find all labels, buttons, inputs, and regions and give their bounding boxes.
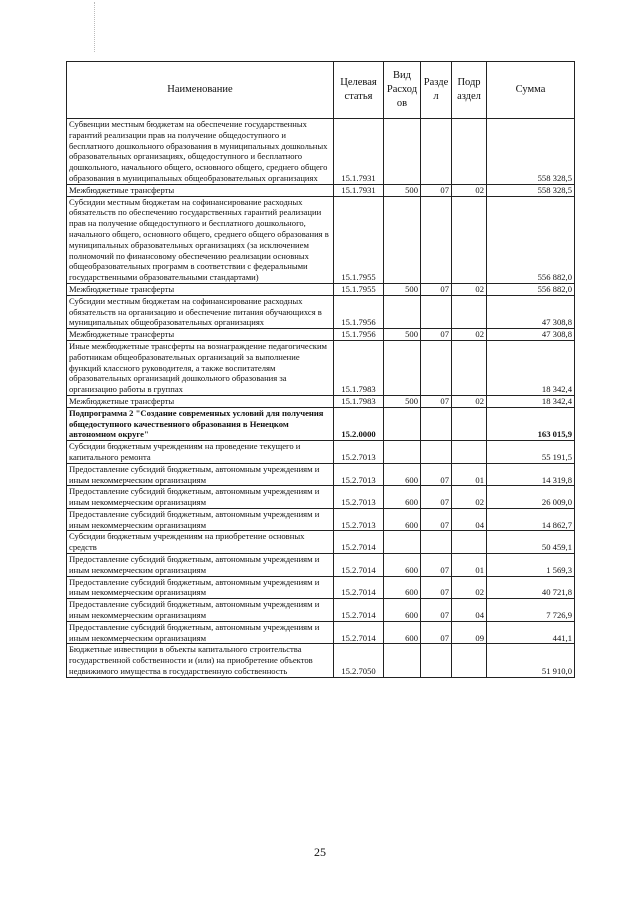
table-row [67,119,575,185]
cell-section [421,441,452,464]
cell-subsection [452,407,487,440]
cell-sum: 50 459,1 [487,531,575,554]
cell-section: 07 [421,184,452,196]
table-row [67,329,575,341]
cell-subsection: 04 [452,599,487,622]
cell-target: 15.2.0000 [334,407,384,440]
cell-target: 15.1.7931 [334,119,384,185]
cell-name: Субсидии бюджетным учреждениям на проведение текущего и капитального ремонта [67,441,334,464]
cell-sum: 14 862,7 [487,508,575,531]
table-row [67,531,575,554]
table-row [67,196,575,283]
cell-section: 07 [421,599,452,622]
cell-section [421,119,452,185]
header-section: Разде л [421,62,452,119]
header-sum: Сумма [487,62,575,119]
table-row [67,407,575,440]
cell-name: Субвенции местным бюджетам на обеспечение государственных гарантий реализации прав на получение общедоступного и бесплатного дошкольного образования в муниципальных дошкольных образовательных организациях, общедоступного и бесплатного дошкольного, начального общего, основного общего, среднего общего образования в муниципальных общеобразовательных организациях [67,119,334,185]
cell-name: Субсидии местным бюджетам на софинансирование расходных обязательств по обеспечению государственных гарантий реализации прав на получение общедоступного и бесплатного дошкольного, начального общего, основного общего, среднего общего образования в муниципальных образовательных организациях (за исключением полномочий по финансовому обеспечению реализации основных общеобразовательных программ в соответствии с федеральными государственными образовательными стандартами) [67,196,334,283]
cell-subsection [452,196,487,283]
cell-target: 15.1.7956 [334,329,384,341]
cell-subsection: 02 [452,576,487,599]
cell-name: Межбюджетные трансферты [67,283,334,295]
cell-type: 600 [384,486,421,509]
cell-target: 15.1.7955 [334,283,384,295]
cell-subsection [452,119,487,185]
table-row [67,441,575,464]
cell-name: Предоставление субсидий бюджетным, автономным учреждениям и иным некоммерческим организациям [67,486,334,509]
cell-sum: 163 015,9 [487,407,575,440]
cell-sum: 14 319,8 [487,463,575,486]
cell-name: Предоставление субсидий бюджетным, автономным учреждениям и иным некоммерческим организациям [67,576,334,599]
cell-type: 600 [384,463,421,486]
cell-type: 500 [384,184,421,196]
cell-target: 15.2.7013 [334,441,384,464]
cell-sum: 55 191,5 [487,441,575,464]
cell-sum: 556 882,0 [487,283,575,295]
cell-name: Субсидии бюджетным учреждениям на приобретение основных средств [67,531,334,554]
cell-name: Бюджетные инвестиции в объекты капитального строительства государственной собственности и (или) на приобретение объектов недвижимого имущества в государственную собственность [67,644,334,677]
cell-section [421,407,452,440]
cell-sum: 558 328,5 [487,119,575,185]
cell-subsection: 02 [452,184,487,196]
header-target: Целевая статья [334,62,384,119]
page-number: 25 [314,845,326,859]
cell-section: 07 [421,486,452,509]
cell-section [421,644,452,677]
cell-name: Предоставление субсидий бюджетным, автономным учреждениям и иным некоммерческим организациям [67,621,334,644]
cell-name: Межбюджетные трансферты [67,329,334,341]
cell-target: 15.2.7014 [334,531,384,554]
cell-target: 15.1.7983 [334,340,384,395]
cell-section: 07 [421,554,452,577]
cell-section [421,340,452,395]
cell-target: 15.2.7050 [334,644,384,677]
cell-type: 500 [384,329,421,341]
cell-subsection [452,441,487,464]
cell-subsection: 02 [452,395,487,407]
cell-name: Предоставление субсидий бюджетным, автономным учреждениям и иным некоммерческим организациям [67,508,334,531]
cell-type: 600 [384,576,421,599]
cell-target: 15.2.7014 [334,576,384,599]
cell-subsection: 01 [452,554,487,577]
cell-section: 07 [421,621,452,644]
table-row [67,463,575,486]
cell-sum: 51 910,0 [487,644,575,677]
cell-sum: 441,1 [487,621,575,644]
cell-target: 15.2.7014 [334,599,384,622]
cell-type [384,441,421,464]
cell-type [384,531,421,554]
table-row [67,295,575,328]
cell-sum: 47 308,8 [487,329,575,341]
cell-name: Субсидии местным бюджетам на софинансирование расходных обязательств на организацию и обеспечение питания обучающихся в муниципальных общеобразовательных организациях [67,295,334,328]
cell-sum: 1 569,3 [487,554,575,577]
cell-subsection [452,295,487,328]
cell-name: Межбюджетные трансферты [67,395,334,407]
cell-section: 07 [421,395,452,407]
cell-target: 15.2.7013 [334,463,384,486]
cell-name: Межбюджетные трансферты [67,184,334,196]
cell-sum: 40 721,8 [487,576,575,599]
cell-subsection: 01 [452,463,487,486]
cell-sum: 47 308,8 [487,295,575,328]
cell-sum: 558 328,5 [487,184,575,196]
cell-target: 15.1.7955 [334,196,384,283]
cell-section: 07 [421,283,452,295]
table-row [67,395,575,407]
cell-sum: 556 882,0 [487,196,575,283]
budget-table [66,61,575,678]
cell-name: Предоставление субсидий бюджетным, автономным учреждениям и иным некоммерческим организациям [67,599,334,622]
scan-margin-mark [94,2,98,52]
header-subsection: Подр аздел [452,62,487,119]
table-header-row [67,62,575,119]
cell-target: 15.2.7013 [334,486,384,509]
cell-section [421,531,452,554]
cell-type: 600 [384,621,421,644]
cell-name: Предоставление субсидий бюджетным, автономным учреждениям и иным некоммерческим организациям [67,554,334,577]
cell-section [421,295,452,328]
table-row [67,644,575,677]
cell-target: 15.2.7013 [334,508,384,531]
cell-name: Предоставление субсидий бюджетным, автономным учреждениям и иным некоммерческим организациям [67,463,334,486]
cell-target: 15.2.7014 [334,554,384,577]
cell-subsection: 02 [452,283,487,295]
header-name: Наименование [67,62,334,119]
cell-section: 07 [421,576,452,599]
cell-type [384,196,421,283]
cell-type [384,407,421,440]
table-row [67,340,575,395]
cell-sum: 26 009,0 [487,486,575,509]
cell-sum: 18 342,4 [487,340,575,395]
cell-type [384,295,421,328]
cell-target: 15.1.7956 [334,295,384,328]
cell-section [421,196,452,283]
table-row [67,486,575,509]
table-row [67,554,575,577]
cell-type [384,119,421,185]
table-row [67,283,575,295]
cell-subsection [452,644,487,677]
cell-type: 500 [384,283,421,295]
cell-subsection: 02 [452,486,487,509]
cell-target: 15.1.7983 [334,395,384,407]
cell-name: Иные межбюджетные трансферты на вознаграждение педагогическим работникам общеобразовательных организаций за выполнение функций классного руководителя, а также воспитателям образовательных организаций дошкольного образования за организацию работы в группах [67,340,334,395]
cell-name: Подпрограмма 2 "Создание современных условий для получения общедоступного качественного образования в Ненецком автономном округе" [67,407,334,440]
cell-sum: 18 342,4 [487,395,575,407]
cell-section: 07 [421,463,452,486]
cell-type: 600 [384,508,421,531]
table-body [67,119,575,678]
cell-type [384,644,421,677]
table-row [67,508,575,531]
cell-subsection [452,340,487,395]
table-row [67,576,575,599]
cell-target: 15.2.7014 [334,621,384,644]
table-row [67,599,575,622]
cell-subsection: 02 [452,329,487,341]
cell-type: 600 [384,554,421,577]
table-row [67,621,575,644]
cell-type: 600 [384,599,421,622]
cell-section: 07 [421,508,452,531]
cell-type [384,340,421,395]
cell-type: 500 [384,395,421,407]
table-row [67,184,575,196]
cell-subsection: 04 [452,508,487,531]
header-type: Вид Расход ов [384,62,421,119]
cell-subsection: 09 [452,621,487,644]
cell-section: 07 [421,329,452,341]
cell-target: 15.1.7931 [334,184,384,196]
cell-subsection [452,531,487,554]
cell-sum: 7 726,9 [487,599,575,622]
